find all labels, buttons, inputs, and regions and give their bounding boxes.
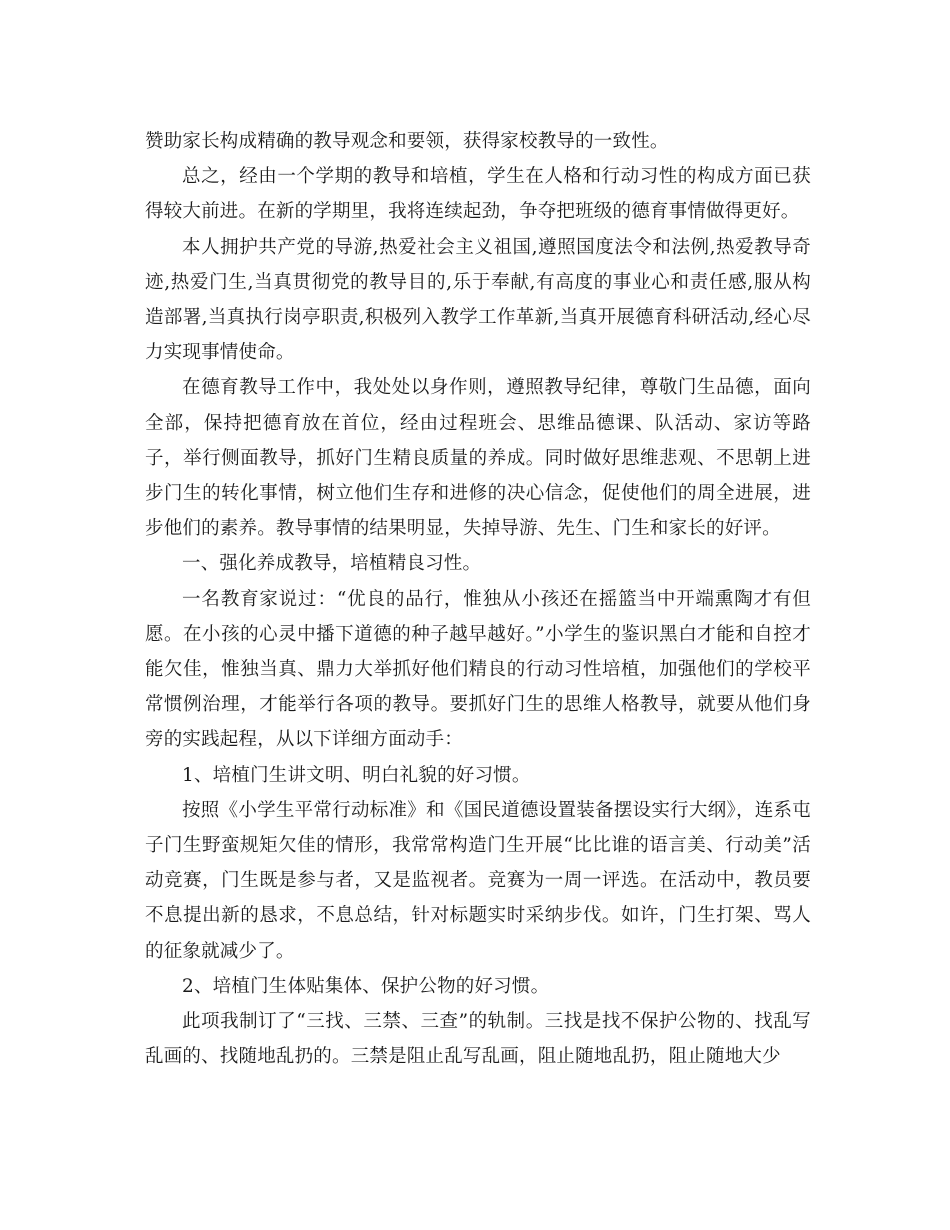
paragraph-5: 一名教育家说过：“优良的品行，惟独从小孩还在摇篮当中开端熏陶才有但愿。在小孩的心灵中播下道德的种子越早越好。”小学生的鉴识黑白才能和自控才能欠佳，惟独当真、鼎力大举抓好他们精良的行动习性培植，加强他们的学校平常惯例治理，才能举行各项的教导。要抓好门生的思维人格教导，就要从他们身旁的实践起程，从以下详细方面动手： [145,588,811,751]
section-heading-1: 一、强化养成教导，培植精良习性。 [182,553,482,575]
subheading-1: 1、培植门生讲文明、明白礼貌的好习惯。 [182,764,531,786]
paragraph-6: 按照《小学生平常行动标准》和《国民道德设置装备摆设实行大纲》，连系屯子门生野蛮规矩欠佳的情形，我常常构造门生开展“比比谁的语言美、行动美”活动竞赛，门生既是参与者，又是监视者。竞赛为一周一评选。在活动中，教员要不息提出新的恳求，不息总结，针对标题实时采纳步伐。如许，门生打架、骂人的征象就减少了。 [145,799,811,962]
subheading-2: 2、培植门生体贴集体、保护公物的好习惯。 [182,975,550,997]
paragraph-7: 此项我制订了“三找、三禁、三查”的轨制。三找是找不保护公物的、找乱写乱画的、找随地乱扔的。三禁是阻止乱写乱画，阻止随地乱扔，阻止随地大少 [145,1011,811,1068]
paragraph-1: 赞助家长构成精确的教导观念和要领，获得家校教导的一致性。 [145,131,669,152]
paragraph-3: 本人拥护共产党的导游,热爱社会主义祖国,遵照国度法令和法例,热爱教导奇迹,热爱门生,当真贯彻党的教导目的,乐于奉献,有高度的事业心和责任感,服从构造部署,当真执行岗亭职责,积极列入教学工作革新,当真开展德育科研活动,经心尽力实现事情使命。 [145,236,811,364]
paragraph-2: 总之，经由一个学期的教导和培植，学生在人格和行动习性的构成方面已获得较大前进。在新的学期里，我将连续起劲，争夺把班级的德育事情做得更好。 [145,166,811,223]
document-body [145,124,811,1074]
paragraph-4: 在德育教导工作中，我处处以身作则，遵照教导纪律，尊敬门生品德，面向全部，保持把德育放在首位，经由过程班会、思维品德课、队活动、家访等路子，举行侧面教导，抓好门生精良质量的养成。同时做好思维悲观、不思朝上进步门生的转化事情，树立他们生存和进修的决心信念，促使他们的周全进展，进步他们的素养。教导事情的结果明显，失掉导游、先生、门生和家长的好评。 [145,377,811,540]
